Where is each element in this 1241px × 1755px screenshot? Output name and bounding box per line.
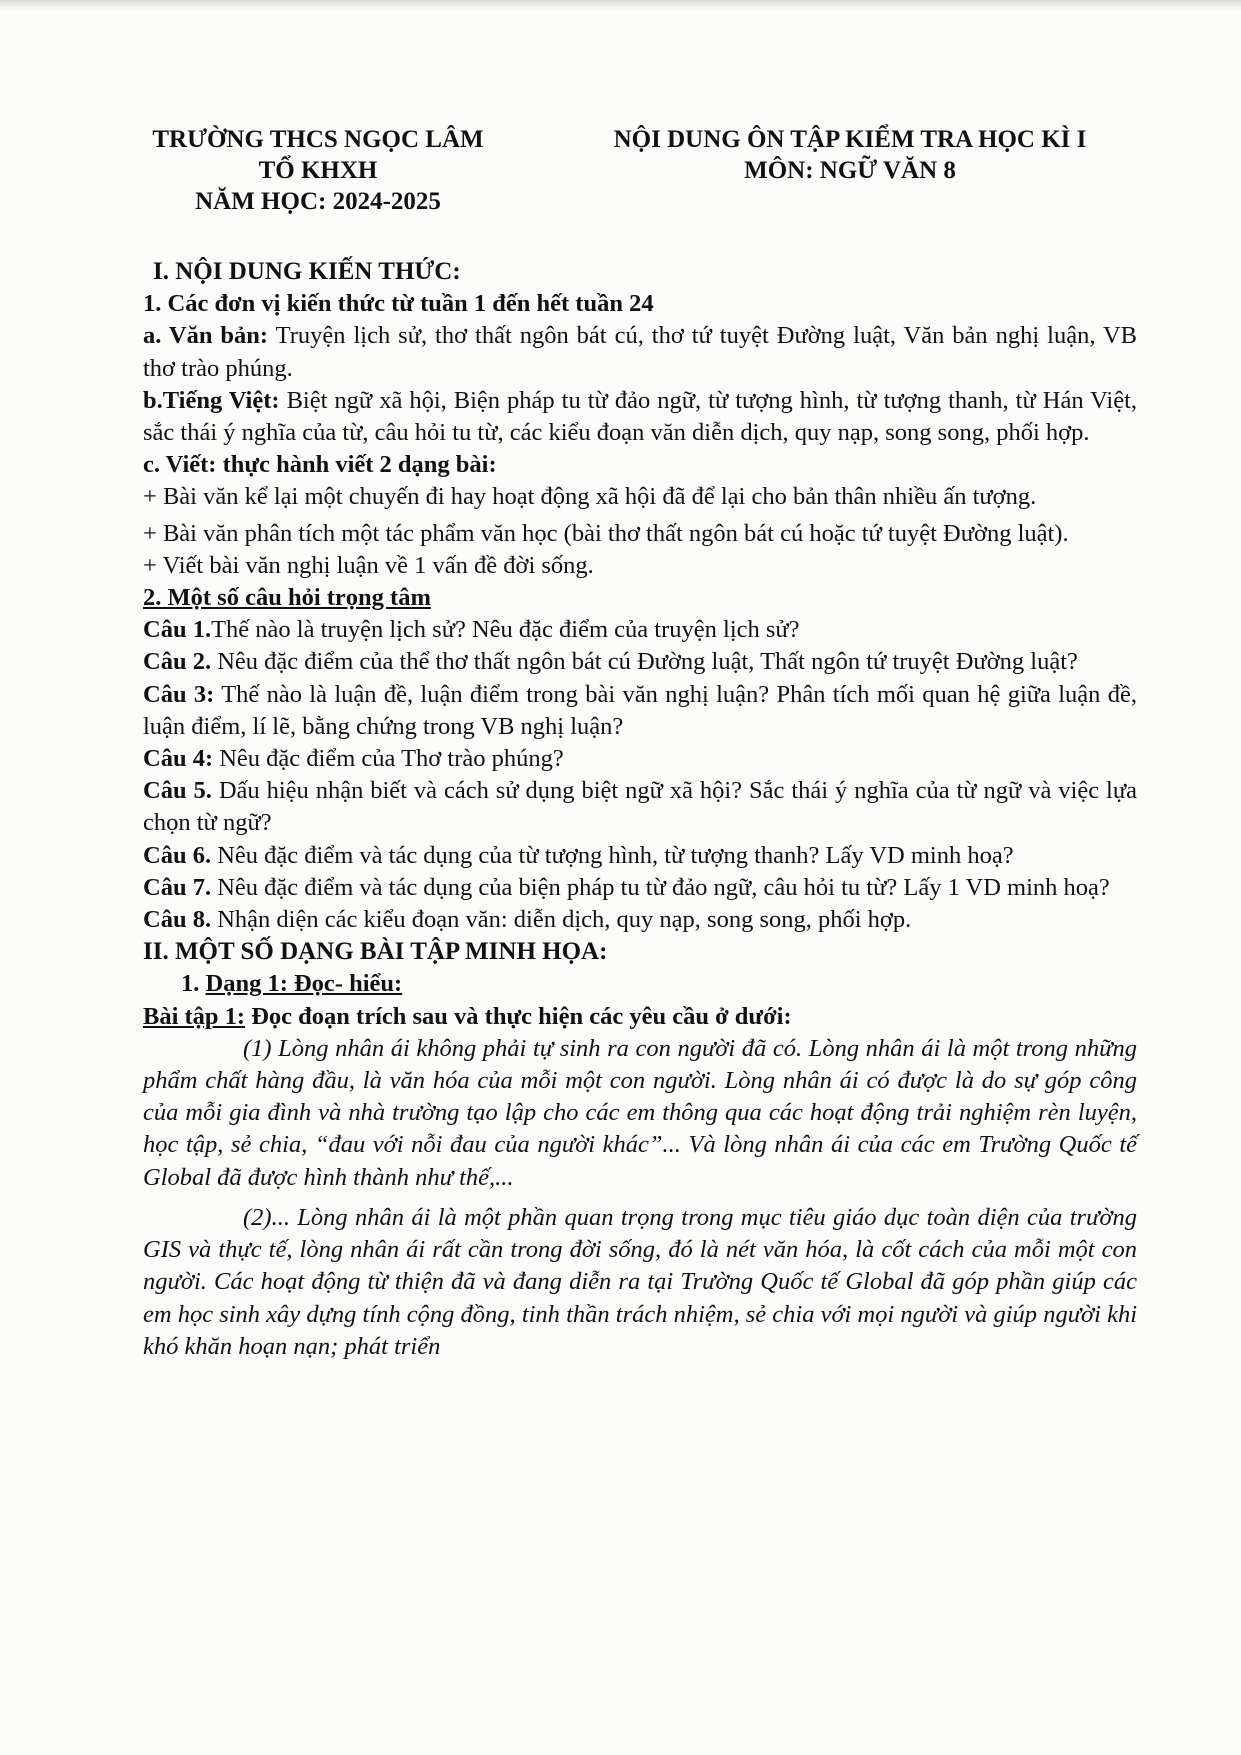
question-text: Nêu đặc điểm của Thơ trào phúng? [213,745,564,773]
subsection-1: 1. Các đơn vị kiến thức từ tuần 1 đến hết tuần 24 [143,290,654,318]
question-item [143,872,1137,904]
exercise-type [143,968,1137,1000]
question-text: Nêu đặc điểm và tác dụng của biện pháp tu từ đảo ngữ, câu hỏi tu từ? Lấy 1 VD minh hoạ? [211,873,1110,901]
excerpt-paragraph-2: (2)... Lòng nhân ái là một phần quan trọng trong mục tiêu giáo dục toàn diện của trường GIS và thực tế, lòng nhân ái rất cần trong đời sống, đó là nét văn hóa, là cốt cách của mỗi một con người. Các hoạt động từ thiện đã và đang diễn ra tại Trường Quốc tế Global đã góp phần giúp các em học sinh xây dựng tính cộng đồng, tinh thần trách nhiệm, sẻ chia với mọi người và giúp người khi khó khăn hoạn nạn; phát triển [143,1203,1137,1360]
item-a-label: a. Văn bản: [143,322,269,350]
section-heading-2: II. MỘT SỐ DẠNG BÀI TẬP MINH HỌA: [143,938,608,966]
header-right [560,124,1140,186]
item-b [143,385,1137,449]
scan-top-edge [0,0,1241,10]
school-year: NĂM HỌC: 2024-2025 [195,188,441,215]
writing-item: + Viết bài văn nghị luận về 1 vấn đề đời sống. [143,551,594,579]
item-c-label: c. Viết: thực hành viết 2 dạng bài: [143,451,497,479]
excerpt-paragraph-1: (1) Lòng nhân ái không phải tự sinh ra con người đã có. Lòng nhân ái là một trong những phẩm chất hàng đầu, là văn hóa của mỗi một con người. Lòng nhân ái có được là do sự góp công của mỗi gia đình và nhà trường tạo lập cho các em thông qua các hoạt động trải nghiệm rèn luyện, học tập, sẻ chia, “đau với nỗi đau của người khác”... Và lòng nhân ái của các em Trường Quốc tế Global đã được hình thành như thế,... [143,1034,1137,1191]
question-label: Câu 4: [143,745,214,773]
question-label: Câu 1. [143,616,212,644]
question-item [143,775,1137,839]
exercise-heading [143,1001,1137,1033]
school-name: TRƯỜNG THCS NGỌC LÂM [152,126,484,153]
question-item [143,840,1137,872]
question-text: Thế nào là luận đề, luận điểm trong bài văn nghị luận? Phân tích mối quan hệ giữa luận đề, luận điểm, lí lẽ, bằng chứng trong VB nghị luận? [143,680,1137,740]
question-label: Câu 2. [143,648,212,676]
question-item [143,904,1137,936]
item-b-text: Biệt ngữ xã hội, Biện pháp tu từ đảo ngữ, từ tượng hình, từ tượng thanh, từ Hán Việt, sắc thái ý nghĩa của từ, câu hỏi tu từ, các kiểu đoạn văn diễn dịch, quy nạp, song song, phối hợp. [143,386,1137,447]
question-label: Câu 8. [143,906,212,934]
subject-name: MÔN: NGỮ VĂN 8 [744,157,956,184]
exercise-instruction: Đọc đoạn trích sau và thực hiện các yêu cầu ở dưới: [245,1002,792,1030]
question-text: Dấu hiệu nhận biết và cách sử dụng biệt ngữ xã hội? Sắc thái ý nghĩa của từ ngữ và việc lựa chọn từ ngữ? [143,777,1137,837]
header-left [108,124,528,217]
writing-item: + Bài văn kể lại một chuyến đi hay hoạt động xã hội đã để lại cho bản thân nhiều ấn tượng. [143,483,1037,511]
question-label: Câu 6. [143,841,212,869]
document-title: NỘI DUNG ÔN TẬP KIỂM TRA HỌC KÌ I [613,126,1087,153]
item-a-text: Truyện lịch sử, thơ thất ngôn bát cú, thơ tứ tuyệt Đường luật, Văn bản nghị luận, VB thơ trào phúng. [143,322,1137,382]
item-b-label: b.Tiếng Việt: [143,386,280,414]
question-label: Câu 3: [143,680,215,708]
writing-item: + Bài văn phân tích một tác phẩm văn học (bài thơ thất ngôn bát cú hoặc tứ tuyệt Đường luật). [143,519,1069,547]
exercise-type-label: Dạng 1: Đọc- hiểu: [205,970,403,998]
subsection-2: 2. Một số câu hỏi trọng tâm [143,584,431,612]
question-label: Câu 5. [143,777,212,805]
question-text: Nêu đặc điểm của thể thơ thất ngôn bát cú Đường luật, Thất ngôn tứ truyệt Đường luật? [211,648,1078,676]
exercise-type-number: 1. [181,970,206,998]
section-heading-1: I. NỘI DUNG KIẾN THỨC: [153,258,461,285]
question-text: Thế nào là truyện lịch sử? Nêu đặc điểm của truyện lịch sử? [211,616,800,644]
question-label: Câu 7. [143,873,212,901]
question-item [143,646,1137,678]
document-body [143,256,1137,1363]
question-item [143,743,1137,775]
group-name: TỔ KHXH [258,157,378,184]
question-item [143,614,1137,646]
question-text: Nhận diện các kiểu đoạn văn: diễn dịch, quy nạp, song song, phối hợp. [211,906,912,934]
exercise-label: Bài tập 1: [143,1002,246,1030]
question-item [143,679,1137,743]
item-a [143,320,1137,384]
question-text: Nêu đặc điểm và tác dụng của từ tượng hình, từ tượng thanh? Lấy VD minh hoạ? [211,841,1014,869]
